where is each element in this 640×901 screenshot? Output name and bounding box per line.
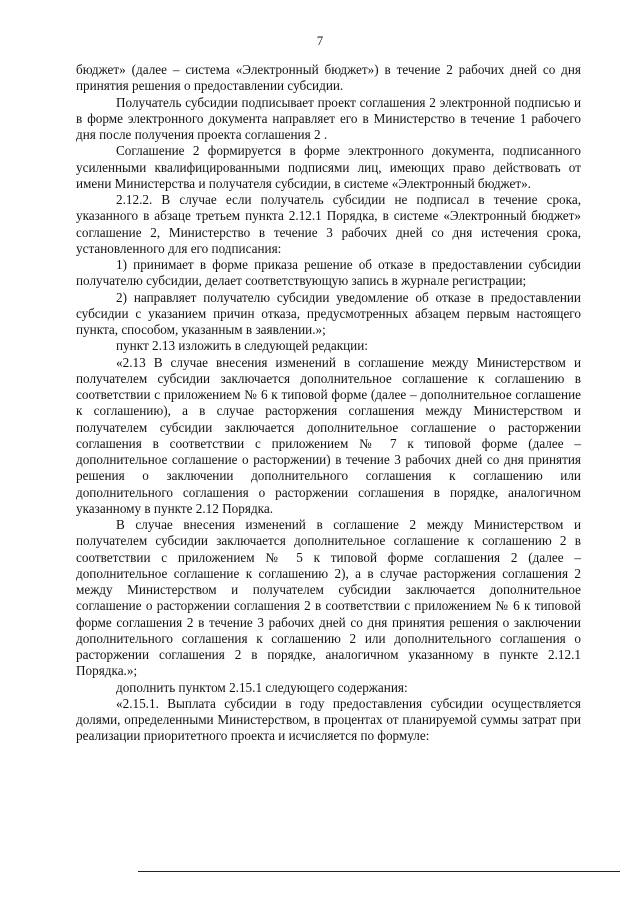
paragraph-agreement-2-changes: В случае внесения изменений в соглашение 2 между Министерством и получателем субсидии заключается дополнительное соглашение к соглашению 2 в соответствии с приложением № 5 к типовой форме соглашения 2 (далее – дополнительное соглашение к соглашению 2), а в случае расторжения соглашения 2 между Министерством и получателем субсидии заключается дополнительное соглашение о расторжении соглашения 2 в соответствии с приложением № 6 к типовой форме соглашения 2 в течение 3 рабочих дней со дня принятия решения о заключении дополнительного соглашения к соглашению 2 или дополнительного соглашения о расторжении соглашения 2 в порядке, аналогичном указанному в пункте 2.12.1 Порядка.»;	[76, 517, 581, 679]
paragraph-signing: Получатель субсидии подписывает проект соглашения 2 электронной подписью и в форме электронного документа направляет его в Министерство в течение 1 рабочего дня после получения проекта соглашения 2 .	[76, 94, 581, 142]
page-number: 7	[316, 34, 324, 48]
paragraph-amend-2-13: пункт 2.13 изложить в следующей редакции:	[116, 338, 368, 354]
document-body	[76, 62, 581, 745]
paragraph-add-2-15-1: дополнить пунктом 2.15.1 следующего содержания:	[116, 679, 408, 695]
paragraph-agreement-form: Соглашение 2 формируется в форме электронного документа, подписанного усиленными квалифицированными подписями лиц, имеющих право действовать от имени Министерства и получателя субсидии, в системе «Электронный бюджет».	[76, 143, 581, 191]
bottom-divider	[138, 871, 620, 872]
paragraph-2-12-2: 2.12.2. В случае если получатель субсидии не подписал в течение срока, указанного в абзаце третьем пункта 2.12.1 Порядка, в системе «Электронный бюджет» соглашение 2, Министерство в течение 3 рабочих дней со дня истечения срока, установленного для его подписания:	[76, 192, 581, 256]
paragraph-2-15-1: «2.15.1. Выплата субсидии в году предоставления субсидии осуществляется долями, определенными Министерством, в процентах от планируемой суммы затрат при реализации приоритетного проекта и исчисляется по формуле:	[76, 695, 581, 744]
paragraph-continuation: бюджет» (далее – система «Электронный бюджет») в течение 2 рабочих дней со дня принятия решения о предоставлении субсидии.	[76, 62, 581, 94]
paragraph-2-13: «2.13 В случае внесения изменений в соглашение между Министерством и получателем субсидии заключается дополнительное соглашение к соглашению в соответствии с приложением № 6 к типовой форме (далее – дополнительное соглашение к соглашению), а в случае расторжения соглашения между Министерством и получателем субсидии заключается дополнительное соглашение о расторжении соглашения в соответствии с приложением № 7 к типовой форме (далее – дополнительное соглашение о расторжении) в течение 3 рабочих дней со дня принятия решения о заключении дополнительного соглашения к соглашению или дополнительного соглашения о расторжении соглашения в порядке, аналогичном указанному в пункте 2.12 Порядка.	[76, 354, 581, 516]
list-item-1: 1) принимает в форме приказа решение об отказе в предоставлении субсидии получателю субсидии, делает соответствующую запись в журнале регистрации;	[76, 257, 581, 289]
list-item-2: 2) направляет получателю субсидии уведомление об отказе в предоставлении субсидии с указанием причин отказа, предусмотренных абзацем первым настоящего пункта, способом, указанным в заявлении.»;	[76, 289, 581, 337]
